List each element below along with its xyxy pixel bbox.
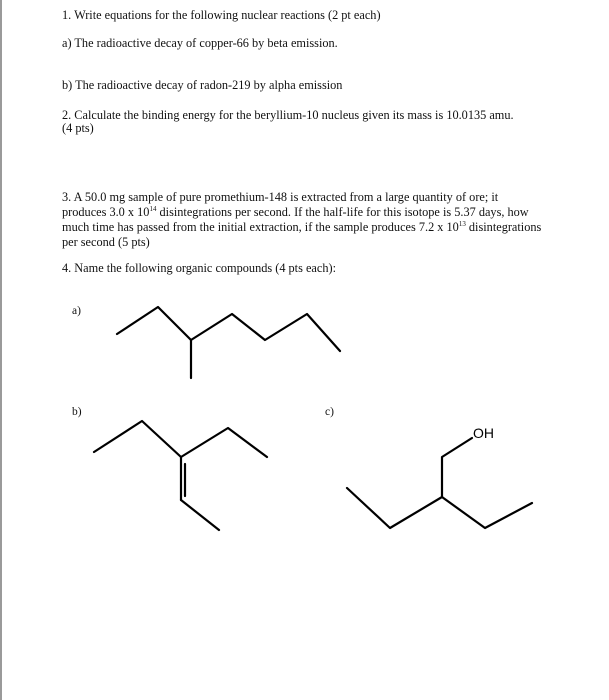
structure-b (94, 421, 267, 530)
q3-line4: per second (5 pts) (62, 235, 150, 249)
structure-a (117, 307, 340, 378)
label-b: b) (72, 406, 82, 418)
label-c: c) (325, 406, 334, 418)
exponent: 14 (149, 205, 157, 213)
exponent: 13 (458, 220, 466, 228)
q1-b: b) The radioactive decay of radon-219 by alpha emission (62, 78, 343, 92)
q2-line2: (4 pts) (62, 121, 94, 135)
q3-text: disintegrations (465, 220, 542, 234)
structure-c (347, 438, 532, 528)
q3-text: much time has passed from the initial extraction, if the sample produces 7.2 x 10 (62, 220, 459, 234)
q3-line1: 3. A 50.0 mg sample of pure promethium-148 is extracted from a large quantity of ore; it (62, 190, 499, 204)
q4-title: 4. Name the following organic compounds (4 pts each): (62, 261, 336, 275)
hydroxyl-label: OH (473, 425, 494, 441)
q1-title: 1. Write equations for the following nuclear reactions (2 pt each) (62, 8, 381, 22)
label-a: a) (72, 305, 81, 317)
q2-line1: 2. Calculate the binding energy for the beryllium-10 nucleus given its mass is 10.0135 amu. (62, 108, 514, 122)
q3-text: disintegrations per second. If the half-life for this isotope is 5.37 days, how (156, 205, 529, 219)
q1-a: a) The radioactive decay of copper-66 by beta emission. (62, 36, 338, 50)
q3-text: produces 3.0 x 10 (62, 205, 150, 219)
